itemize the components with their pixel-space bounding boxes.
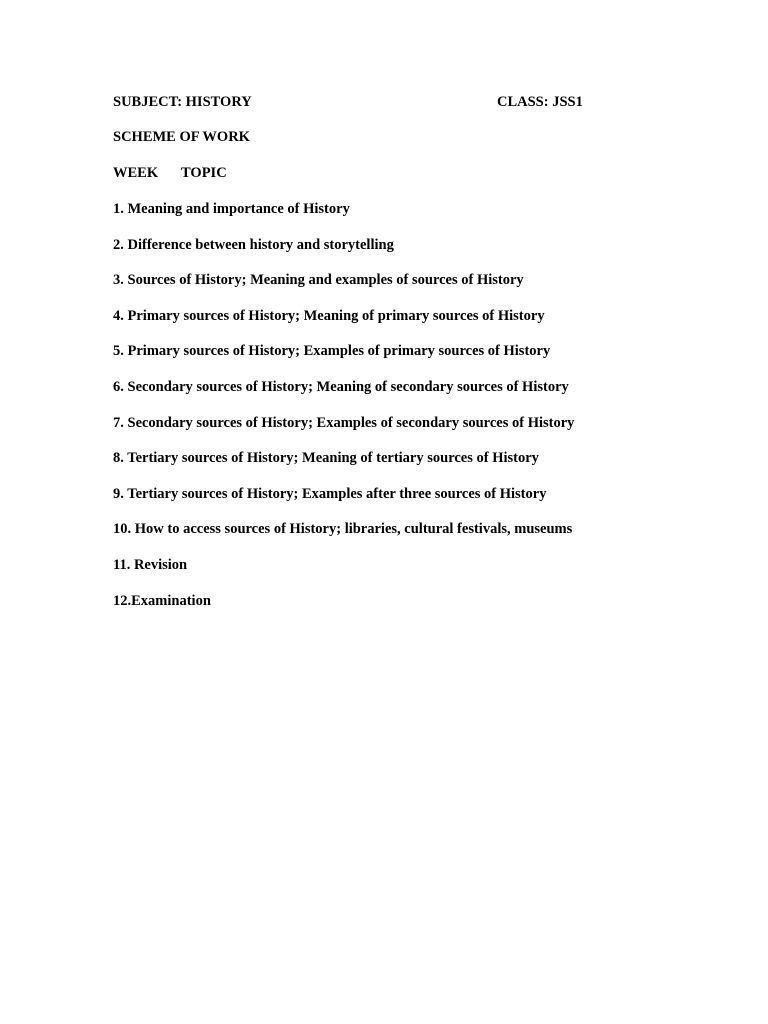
topic-item: 2. Difference between history and storytelling [113,236,394,253]
column-headers [113,164,227,182]
topic-item: 7. Secondary sources of History; Examples of secondary sources of History [113,414,575,431]
topic-item: 9. Tertiary sources of History; Examples after three sources of History [113,485,547,502]
topic-list [113,200,574,627]
week-column-header: WEEK [113,165,159,181]
document-title: SCHEME OF WORK [113,129,250,145]
topic-item: 3. Sources of History; Meaning and examples of sources of History [113,272,524,289]
topic-item: 6. Secondary sources of History; Meaning of secondary sources of History [113,378,569,395]
topic-item: 8. Tertiary sources of History; Meaning of tertiary sources of History [113,450,539,467]
topic-item: 11. Revision [113,556,188,573]
topic-item: 4. Primary sources of History; Meaning of primary sources of History [113,307,545,324]
class-label: CLASS: JSS1 [497,94,583,110]
topic-item: 12.Examination [113,592,211,609]
topic-item: 1. Meaning and importance of History [113,201,350,217]
topic-item: 10. How to access sources of History; libraries, cultural festivals, museums [113,521,573,538]
subject-label: SUBJECT: HISTORY [113,94,252,110]
topic-item: 5. Primary sources of History; Examples of primary sources of History [113,343,551,360]
topic-column-header: TOPIC [181,165,227,181]
